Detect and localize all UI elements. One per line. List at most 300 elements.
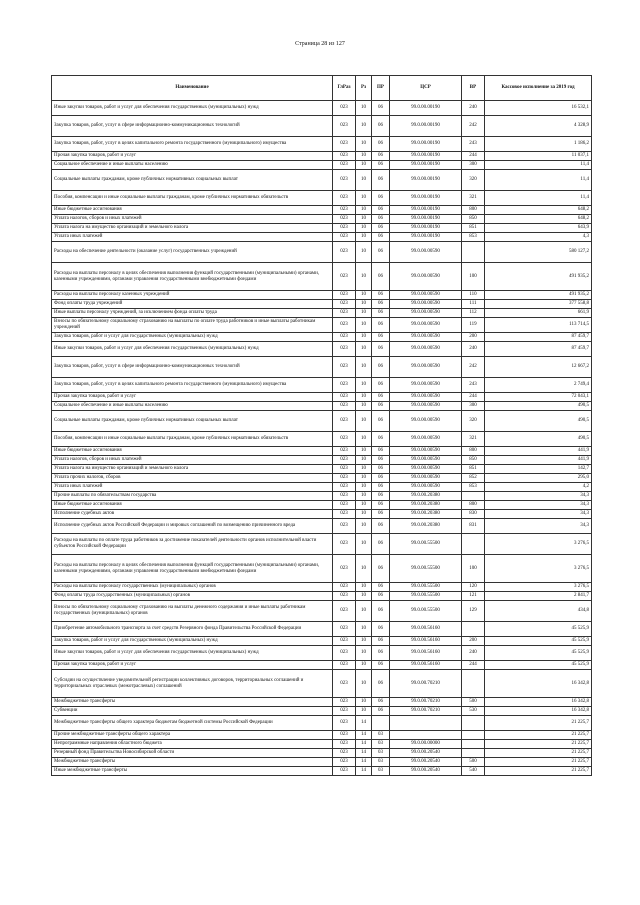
cell-rz: 10 <box>356 309 372 318</box>
cell-amount: 377 558,8 <box>485 300 592 309</box>
cell-pr: 06 <box>372 116 390 137</box>
cell-name: Иные выплаты персоналу учреждений, за исключением фонда оплаты труда <box>52 309 333 318</box>
cell-csr: 99.0.00.00590 <box>390 447 462 456</box>
cell-vr: 242 <box>462 116 485 137</box>
cell-pr: 03 <box>372 740 390 749</box>
cell-csr: 99.0.00.00590 <box>390 474 462 483</box>
cell-csr: 99.0.00.00000 <box>390 740 462 749</box>
cell-amount: 16 342,8 <box>485 670 592 698</box>
cell-vr: 320 <box>462 170 485 191</box>
cell-grbs: 023 <box>333 101 356 116</box>
cell-rz: 10 <box>356 698 372 707</box>
cell-name: Закупка товаров, работ, услуг в целях капитального ремонта государственного (муниципального) имущества <box>52 137 333 152</box>
cell-csr: 99.0.00.55500 <box>390 583 462 592</box>
cell-rz: 10 <box>356 474 372 483</box>
col-header-vr: ВР <box>462 76 485 101</box>
cell-rz: 10 <box>356 519 372 534</box>
cell-csr: 99.0.00.00190 <box>390 152 462 161</box>
cell-name: Межбюджетные трансферты <box>52 698 333 707</box>
cell-grbs: 023 <box>333 191 356 206</box>
table-row <box>52 357 592 378</box>
table-row <box>52 432 592 447</box>
cell-pr: 03 <box>372 731 390 740</box>
cell-amount: 11,4 <box>485 191 592 206</box>
cell-pr: 06 <box>372 191 390 206</box>
col-header-pr: ПР <box>372 76 390 101</box>
table-row <box>52 731 592 740</box>
cell-rz: 10 <box>356 622 372 637</box>
cell-vr: 831 <box>462 519 485 534</box>
cell-grbs: 023 <box>333 661 356 670</box>
cell-rz: 14 <box>356 767 372 776</box>
cell-grbs: 023 <box>333 152 356 161</box>
cell-pr: 06 <box>372 465 390 474</box>
cell-pr: 06 <box>372 510 390 519</box>
cell-rz: 14 <box>356 716 372 731</box>
cell-name: Иные бюджетные ассигнования <box>52 447 333 456</box>
cell-rz: 10 <box>356 707 372 716</box>
cell-rz: 14 <box>356 758 372 767</box>
cell-csr: 99.0.00.00590 <box>390 393 462 402</box>
cell-grbs: 023 <box>333 731 356 740</box>
cell-vr: 800 <box>462 447 485 456</box>
cell-vr <box>462 492 485 501</box>
cell-pr: 06 <box>372 152 390 161</box>
cell-pr <box>372 716 390 731</box>
cell-vr: 129 <box>462 601 485 622</box>
cell-csr: 99.0.00.00590 <box>390 411 462 432</box>
cell-amount: 2 841,7 <box>485 592 592 601</box>
cell-pr: 06 <box>372 393 390 402</box>
cell-vr: 244 <box>462 152 485 161</box>
cell-vr: 300 <box>462 402 485 411</box>
cell-vr: 800 <box>462 206 485 215</box>
cell-name: Прочая закупка товаров, работ и услуг <box>52 393 333 402</box>
table-row <box>52 309 592 318</box>
table-row <box>52 622 592 637</box>
cell-csr: 99.0.00.00590 <box>390 402 462 411</box>
cell-amount: 21 225,7 <box>485 740 592 749</box>
cell-grbs: 023 <box>333 402 356 411</box>
cell-pr: 06 <box>372 402 390 411</box>
cell-rz: 10 <box>356 646 372 661</box>
cell-csr: 99.0.00.00590 <box>390 357 462 378</box>
cell-csr: 99.0.00.55500 <box>390 601 462 622</box>
cell-vr: 100 <box>462 263 485 291</box>
table-row <box>52 767 592 776</box>
cell-rz: 10 <box>356 233 372 242</box>
cell-amount: 21 225,7 <box>485 758 592 767</box>
cell-name: Уплата налога на имущество организаций и земельного налога <box>52 224 333 233</box>
cell-grbs: 023 <box>333 716 356 731</box>
cell-amount: 648,2 <box>485 206 592 215</box>
cell-pr: 06 <box>372 622 390 637</box>
table-row <box>52 646 592 661</box>
cell-pr: 06 <box>372 456 390 465</box>
cell-name: Пособия, компенсации и иные социальные выплаты гражданам, кроме публичных нормативных обязательств <box>52 191 333 206</box>
cell-csr: 99.0.00.00590 <box>390 456 462 465</box>
table-row <box>52 300 592 309</box>
cell-csr: 99.0.00.20380 <box>390 519 462 534</box>
cell-vr <box>462 670 485 698</box>
table-row <box>52 206 592 215</box>
cell-csr: 99.0.00.00190 <box>390 101 462 116</box>
cell-amount: 441,9 <box>485 447 592 456</box>
cell-pr: 06 <box>372 519 390 534</box>
cell-rz: 10 <box>356 333 372 342</box>
cell-rz: 10 <box>356 483 372 492</box>
cell-rz: 14 <box>356 740 372 749</box>
cell-rz: 14 <box>356 731 372 740</box>
cell-grbs: 023 <box>333 601 356 622</box>
cell-amount: 11 037,1 <box>485 152 592 161</box>
cell-rz: 10 <box>356 555 372 583</box>
cell-amount: 491 935,2 <box>485 291 592 300</box>
cell-amount: 45 525,9 <box>485 637 592 646</box>
cell-pr: 06 <box>372 707 390 716</box>
cell-rz: 10 <box>356 263 372 291</box>
cell-amount: 2 749,4 <box>485 378 592 393</box>
cell-amount: 490,5 <box>485 411 592 432</box>
cell-pr: 06 <box>372 501 390 510</box>
cell-pr: 06 <box>372 161 390 170</box>
cell-pr: 06 <box>372 357 390 378</box>
table-row <box>52 510 592 519</box>
cell-csr: 99.0.00.00590 <box>390 432 462 447</box>
cell-csr: 99.0.00.20540 <box>390 758 462 767</box>
cell-pr: 06 <box>372 698 390 707</box>
cell-grbs: 023 <box>333 393 356 402</box>
table-row <box>52 447 592 456</box>
cell-name: Прочие межбюджетные трансферты общего характера <box>52 731 333 740</box>
cell-pr: 03 <box>372 767 390 776</box>
cell-csr: 99.0.00.00590 <box>390 300 462 309</box>
cell-grbs: 023 <box>333 501 356 510</box>
cell-vr: 243 <box>462 137 485 152</box>
cell-name: Фонд оплаты труда учреждений <box>52 300 333 309</box>
cell-csr: 99.0.00.00590 <box>390 309 462 318</box>
cell-rz: 10 <box>356 393 372 402</box>
cell-rz: 10 <box>356 447 372 456</box>
cell-amount: 580 127,2 <box>485 242 592 263</box>
cell-rz: 10 <box>356 378 372 393</box>
cell-grbs: 023 <box>333 758 356 767</box>
cell-pr: 06 <box>372 224 390 233</box>
cell-csr: 99.0.00.00190 <box>390 191 462 206</box>
cell-grbs: 023 <box>333 242 356 263</box>
table-header-row <box>52 76 592 101</box>
table-row <box>52 161 592 170</box>
cell-csr: 99.0.00.70210 <box>390 670 462 698</box>
col-header-name: Наименование <box>52 76 333 101</box>
cell-pr: 06 <box>372 170 390 191</box>
col-header-amount: Кассовое исполнение за 2019 год <box>485 76 592 101</box>
table-row <box>52 661 592 670</box>
table-row <box>52 740 592 749</box>
cell-vr: 830 <box>462 510 485 519</box>
cell-name: Прочие выплаты по обязательствам государства <box>52 492 333 501</box>
cell-amount: 142,7 <box>485 465 592 474</box>
table-row <box>52 393 592 402</box>
cell-grbs: 023 <box>333 592 356 601</box>
table-row <box>52 534 592 555</box>
cell-amount: 648,2 <box>485 215 592 224</box>
table-row <box>52 758 592 767</box>
cell-amount: 34,3 <box>485 501 592 510</box>
cell-pr: 06 <box>372 263 390 291</box>
cell-csr: 99.0.00.20540 <box>390 749 462 758</box>
cell-vr: 850 <box>462 215 485 224</box>
cell-amount: 16 342,8 <box>485 698 592 707</box>
cell-pr: 06 <box>372 309 390 318</box>
table-row <box>52 698 592 707</box>
cell-csr: 99.0.00.00190 <box>390 137 462 152</box>
table-row <box>52 224 592 233</box>
cell-name: Уплата налогов, сборов и иных платежей <box>52 456 333 465</box>
cell-grbs: 023 <box>333 161 356 170</box>
cell-rz: 10 <box>356 101 372 116</box>
cell-name: Межбюджетные трансферты <box>52 758 333 767</box>
cell-amount: 4,3 <box>485 233 592 242</box>
cell-amount: 11,4 <box>485 161 592 170</box>
cell-pr: 06 <box>372 555 390 583</box>
cell-amount: 34,3 <box>485 510 592 519</box>
table-row <box>52 342 592 357</box>
cell-amount: 45 525,9 <box>485 622 592 637</box>
cell-rz: 10 <box>356 242 372 263</box>
cell-grbs: 023 <box>333 740 356 749</box>
cell-grbs: 023 <box>333 707 356 716</box>
cell-pr: 06 <box>372 447 390 456</box>
cell-csr: 99.0.00.00190 <box>390 215 462 224</box>
cell-vr: 530 <box>462 707 485 716</box>
cell-name: Закупка товаров, работ и услуг для государственных (муниципальных) нужд <box>52 637 333 646</box>
cell-name: Иные закупки товаров, работ и услуг для обеспечения государственных (муниципальных) нужд <box>52 646 333 661</box>
cell-vr: 852 <box>462 474 485 483</box>
cell-name: Расходы на выплаты персоналу государственных (муниципальных) органов <box>52 583 333 592</box>
table-body <box>52 101 592 776</box>
cell-name: Взносы по обязательному социальному страхованию на выплаты денежного содержания и иные выплаты работникам государственных (муниципальных) органов <box>52 601 333 622</box>
cell-rz: 10 <box>356 161 372 170</box>
cell-name: Иные закупки товаров, работ и услуг для обеспечения государственных (муниципальных) нужд <box>52 342 333 357</box>
cell-amount: 11,4 <box>485 170 592 191</box>
cell-rz: 10 <box>356 116 372 137</box>
table-row <box>52 492 592 501</box>
cell-grbs: 023 <box>333 465 356 474</box>
cell-vr: 540 <box>462 767 485 776</box>
cell-vr <box>462 716 485 731</box>
cell-rz: 10 <box>356 318 372 333</box>
cell-rz: 10 <box>356 661 372 670</box>
cell-vr: 853 <box>462 233 485 242</box>
cell-csr: 99.0.00.00590 <box>390 318 462 333</box>
cell-grbs: 023 <box>333 510 356 519</box>
cell-pr: 06 <box>372 378 390 393</box>
cell-name: Непрограммные направления областного бюджета <box>52 740 333 749</box>
table-row <box>52 402 592 411</box>
cell-grbs: 023 <box>333 670 356 698</box>
cell-rz: 14 <box>356 749 372 758</box>
cell-rz: 10 <box>356 492 372 501</box>
table-row <box>52 483 592 492</box>
cell-vr: 244 <box>462 661 485 670</box>
cell-vr: 500 <box>462 698 485 707</box>
cell-vr: 244 <box>462 393 485 402</box>
cell-grbs: 023 <box>333 646 356 661</box>
col-header-grbs: ГлРаз <box>333 76 356 101</box>
cell-vr: 100 <box>462 555 485 583</box>
cell-pr: 06 <box>372 583 390 592</box>
cell-grbs: 023 <box>333 474 356 483</box>
cell-csr: 99.0.00.00190 <box>390 206 462 215</box>
cell-grbs: 023 <box>333 534 356 555</box>
cell-csr: 99.0.00.20380 <box>390 501 462 510</box>
cell-pr: 06 <box>372 206 390 215</box>
cell-grbs: 023 <box>333 483 356 492</box>
cell-csr: 99.0.00.00590 <box>390 291 462 300</box>
cell-name: Расходы на выплаты персоналу в целях обеспечения выполнения функций государственными (муниципальными) органами, казенными учреждениями, органами управления государственными внебюджетными фондами <box>52 555 333 583</box>
cell-name: Расходы на выплаты по оплате труда работников за достижение показателей деятельности органов исполнительной власти субъектов Российской Федерации <box>52 534 333 555</box>
cell-rz: 10 <box>356 510 372 519</box>
table-row <box>52 291 592 300</box>
cell-vr: 110 <box>462 291 485 300</box>
cell-name: Субвенции <box>52 707 333 716</box>
table-row <box>52 191 592 206</box>
cell-csr <box>390 716 462 731</box>
cell-csr <box>390 731 462 740</box>
cell-rz: 10 <box>356 670 372 698</box>
cell-name: Расходы на выплаты персоналу в целях обеспечения выполнения функций государственными (муниципальными) органами, казенными учреждениями, органами управления государственными внебюджетными фондами <box>52 263 333 291</box>
cell-name: Расходы на выплаты персоналу казенных учреждений <box>52 291 333 300</box>
cell-vr: 320 <box>462 411 485 432</box>
cell-csr: 99.0.00.00590 <box>390 378 462 393</box>
cell-name: Фонд оплаты труда государственных (муниципальных) органов <box>52 592 333 601</box>
cell-vr: 800 <box>462 501 485 510</box>
cell-pr: 06 <box>372 670 390 698</box>
table-row <box>52 378 592 393</box>
cell-vr: 850 <box>462 456 485 465</box>
cell-csr: 99.0.00.20380 <box>390 510 462 519</box>
cell-amount: 4 328,9 <box>485 116 592 137</box>
cell-amount: 491 935,2 <box>485 263 592 291</box>
cell-amount: 45 525,9 <box>485 661 592 670</box>
cell-rz: 10 <box>356 170 372 191</box>
cell-name: Уплата налогов, сборов и иных платежей <box>52 215 333 224</box>
cell-name: Социальные выплаты гражданам, кроме публичных нормативных социальных выплат <box>52 411 333 432</box>
cell-name: Закупка товаров, работ, услуг в сфере информационно-коммуникационных технологий <box>52 357 333 378</box>
cell-csr: 99.0.00.00190 <box>390 170 462 191</box>
cell-rz: 10 <box>356 215 372 224</box>
page-number: Страница 28 из 127 <box>295 41 345 47</box>
cell-vr: 119 <box>462 318 485 333</box>
cell-rz: 10 <box>356 637 372 646</box>
cell-pr: 06 <box>372 101 390 116</box>
cell-amount: 21 225,7 <box>485 731 592 740</box>
table-row <box>52 555 592 583</box>
cell-csr: 99.0.00.55500 <box>390 534 462 555</box>
cell-grbs: 023 <box>333 698 356 707</box>
cell-pr: 06 <box>372 483 390 492</box>
cell-amount: 3 276,5 <box>485 555 592 583</box>
cell-grbs: 023 <box>333 206 356 215</box>
table-row <box>52 716 592 731</box>
cell-grbs: 023 <box>333 342 356 357</box>
cell-pr: 06 <box>372 492 390 501</box>
table-row <box>52 101 592 116</box>
table-row <box>52 670 592 698</box>
cell-vr <box>462 242 485 263</box>
cell-name: Иные межбюджетные трансферты <box>52 767 333 776</box>
col-header-csr: ЦСР <box>390 76 462 101</box>
cell-vr: 121 <box>462 592 485 601</box>
cell-grbs: 023 <box>333 291 356 300</box>
cell-pr: 06 <box>372 137 390 152</box>
cell-csr: 99.0.00.00190 <box>390 233 462 242</box>
table-row <box>52 242 592 263</box>
cell-name: Прочая закупка товаров, работ и услуг <box>52 152 333 161</box>
cell-vr: 851 <box>462 465 485 474</box>
cell-vr: 500 <box>462 758 485 767</box>
cell-name: Иные бюджетные ассигнования <box>52 501 333 510</box>
table-row <box>52 592 592 601</box>
cell-csr: 99.0.00.00190 <box>390 116 462 137</box>
cell-name: Социальное обеспечение и иные выплаты населению <box>52 402 333 411</box>
cell-grbs: 023 <box>333 215 356 224</box>
cell-grbs: 023 <box>333 137 356 152</box>
cell-grbs: 023 <box>333 767 356 776</box>
cell-amount: 16 532,1 <box>485 101 592 116</box>
cell-vr: 242 <box>462 357 485 378</box>
cell-rz: 10 <box>356 411 372 432</box>
cell-rz: 10 <box>356 601 372 622</box>
cell-grbs: 023 <box>333 583 356 592</box>
cell-rz: 10 <box>356 191 372 206</box>
cell-csr: 99.0.00.55500 <box>390 592 462 601</box>
cell-grbs: 023 <box>333 456 356 465</box>
cell-vr: 240 <box>462 101 485 116</box>
cell-amount: 87 459,7 <box>485 342 592 357</box>
cell-grbs: 023 <box>333 233 356 242</box>
cell-amount: 12 667,2 <box>485 357 592 378</box>
cell-csr: 99.0.00.00590 <box>390 263 462 291</box>
cell-name: Пособия, компенсации и иные социальные выплаты гражданам, кроме публичных нормативных обязательств <box>52 432 333 447</box>
cell-name: Уплата налога на имущество организаций и земельного налога <box>52 465 333 474</box>
cell-pr: 06 <box>372 661 390 670</box>
table-row <box>52 583 592 592</box>
cell-vr <box>462 534 485 555</box>
cell-amount: 45 525,9 <box>485 646 592 661</box>
table-row <box>52 474 592 483</box>
cell-name: Закупка товаров, работ, услуг в целях капитального ремонта государственного (муниципального) имущества <box>52 378 333 393</box>
cell-amount: 441,9 <box>485 456 592 465</box>
cell-amount: 21 225,7 <box>485 767 592 776</box>
cell-rz: 10 <box>356 357 372 378</box>
cell-pr: 03 <box>372 749 390 758</box>
cell-amount: 434,8 <box>485 601 592 622</box>
table-row <box>52 411 592 432</box>
table-row <box>52 152 592 161</box>
cell-amount: 34,3 <box>485 519 592 534</box>
cell-rz: 10 <box>356 534 372 555</box>
cell-pr: 06 <box>372 601 390 622</box>
cell-pr: 06 <box>372 411 390 432</box>
cell-name: Иные закупки товаров, работ и услуг для обеспечения государственных (муниципальных) нужд <box>52 101 333 116</box>
cell-vr: 240 <box>462 646 485 661</box>
cell-name: Закупка товаров, работ, услуг в сфере информационно-коммуникационных технологий <box>52 116 333 137</box>
cell-csr: 99.0.00.70210 <box>390 698 462 707</box>
cell-csr: 99.0.00.00190 <box>390 224 462 233</box>
table-row <box>52 170 592 191</box>
